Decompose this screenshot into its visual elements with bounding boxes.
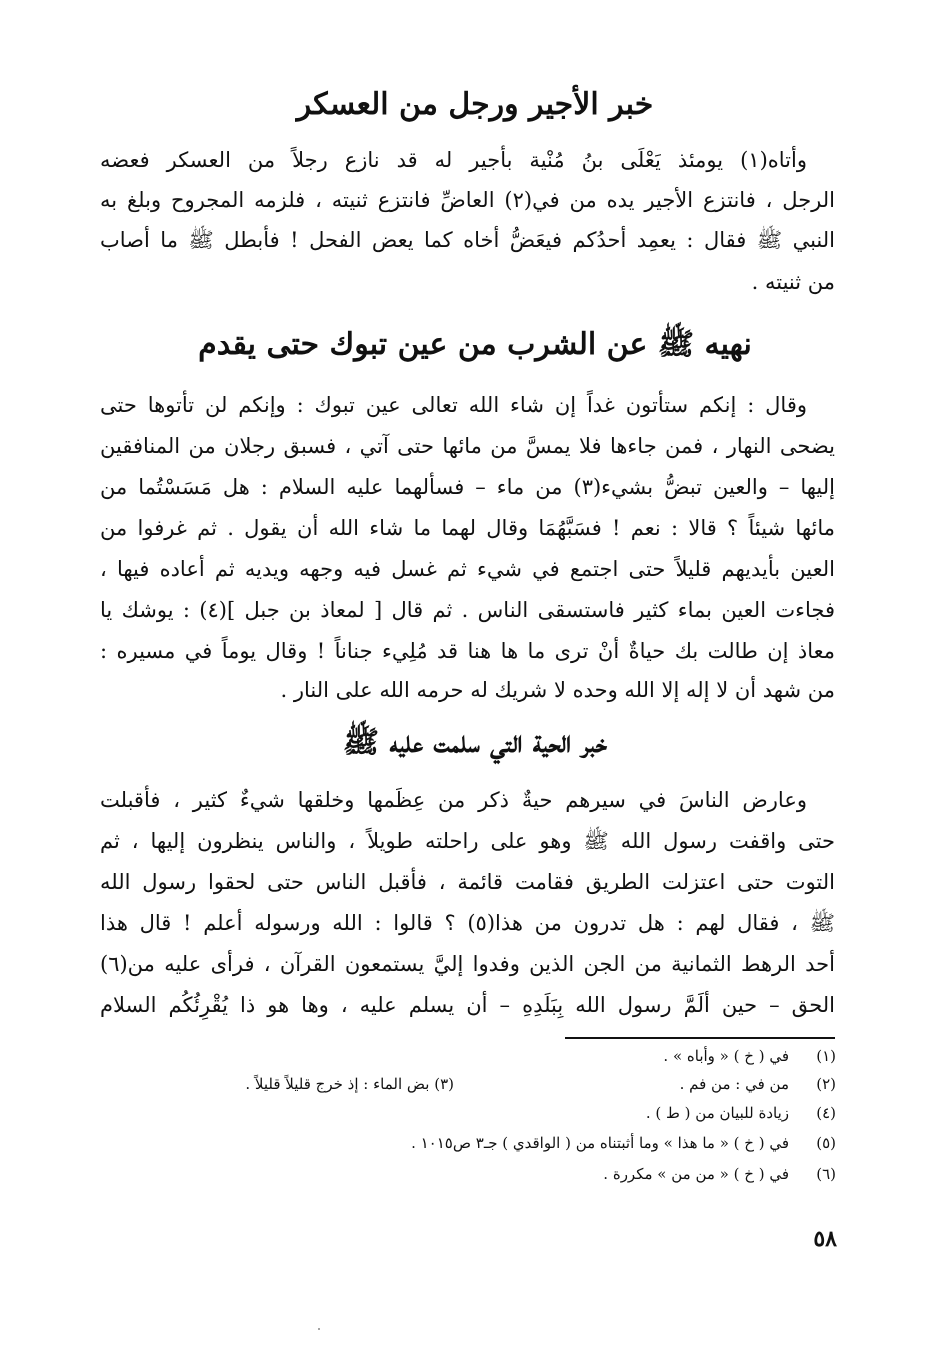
text-line: مائها شيئاً ؟ قالا : نعم ! فسَبَّهُمَا وقال لهما ما شاء الله أن يقول . ثم غرفوا من [100, 516, 835, 540]
footnote-text: في ( خ ) « وأباه » . [663, 1047, 789, 1065]
footnote-number: (١) [816, 1047, 836, 1065]
text-line: من شهد أن لا إله إلا الله وحده لا شريك له حرمه الله على النار . [280, 678, 835, 702]
footnote [0, 1129, 949, 1157]
section-heading: خبر الأجير ورجل من العسكر [296, 87, 654, 122]
footnote-number: (٦) [816, 1165, 836, 1183]
text-line: ﷺ ، فقال لهم : هل تدرون من هذا(٥) ؟ قالوا : الله ورسوله أعلم ! قال هذا [100, 911, 835, 935]
footnote-text: بض الماء : إذ خرج قليلاً قليلاً . [245, 1075, 430, 1093]
text-line: معاذ إن طالت بك حياةٌ أنْ ترى ما ها هنا قد مُلِيء جناناً ! وقال يوماً في مسيره : [100, 639, 835, 663]
footnote [0, 1042, 949, 1070]
footnote-number: (٥) [816, 1134, 836, 1152]
text-line: العين بأيديهم قليلاً حتى اجتمع في شيء ثم غسل فيه وجهه ويديه ثم أعاده فيها ، [100, 557, 835, 581]
text-line: فجاءت العين بماء كثير فاستسقى الناس . ثم قال [ لمعاذ بن جبل ](٤) : يوشك يا [100, 598, 835, 622]
text-line: من ثنيته . [751, 270, 835, 294]
text-line: يضحى النهار ، فمن جاءها فلا يمسَّ من مائها حتى آتي ، فسبق رجلان من المنافقين [100, 434, 835, 458]
footnote [0, 1070, 949, 1098]
text-line: الرجل ، فانتزع الأجير يده من في(٢) العاضِّ فانتزع ثنيته ، فلزمه المجروح وبلغ به [100, 188, 835, 212]
text-line: وعارض الناسَ في سيرهم حيةٌ ذكر من عِظَمها وخلقها شيءٌ كثير ، فأقبلت [100, 788, 807, 812]
text-line: حتى واقفت رسول الله ﷺ وهو على راحلته طويلاً ، والناس ينظرون إليها ، ثم [100, 829, 835, 853]
footnote-text: زيادة للبيان من ( ط ) . [645, 1104, 789, 1122]
section-heading: خبر الحية التي سلمت عليه ﷺ [342, 725, 608, 760]
text-line: الحق – حين ألَمَّ رسول الله بِبَلَدِهِ – أن يسلم عليه ، وها هو ذا يُقْرِئُكُم السلام [100, 993, 835, 1017]
footnote-separator [565, 1037, 835, 1039]
page-number: ٥٨ [813, 1226, 837, 1252]
text-line: النبي ﷺ فقال : يعمِد أحدُكم فيعَضُّ أخاه كما يعض الفحل ! فأبطل ﷺ ما أصاب [100, 228, 835, 252]
footnote [0, 1160, 949, 1188]
footnote-number: (٤) [816, 1104, 836, 1122]
text-line: التوت حتى اعتزلت الطريق فقامت قائمة ، فأقبل الناس حتى لحقوا رسول الله [100, 870, 835, 894]
footnote-text: في ( خ ) « من من » مكررة . [603, 1165, 789, 1183]
footnote-text: من في : من فم . [679, 1075, 789, 1093]
footnote [0, 1099, 949, 1127]
text-line: إليها – والعين تبضُّ بشيء(٣) من ماء – فسألهما عليه السلام : هل مَسَسْتُما من [100, 475, 835, 499]
paper-speck [318, 1328, 320, 1330]
text-line: وأتاه(١) يومئذ يَعْلَى بنُ مُنْية بأجير له قد نازع رجلاً من العسكر فعضه [100, 148, 807, 172]
text-line: أحد الرهط الثمانية من الجن الذين وفدوا إليَّ يستمعون القرآن ، فرأى عليه من(٦) [100, 952, 835, 976]
footnote-side [245, 1070, 454, 1098]
footnote-number: (٢) [816, 1075, 836, 1093]
footnote-text: في ( خ ) « ما هذا » وما أثبتناه من ( الواقدي ) جـ٣ ص١٠١٥ . [411, 1134, 789, 1152]
section-heading: نهيه ﷺ عن الشرب من عين تبوك حتى يقدم [198, 327, 752, 362]
text-line: وقال : إنكم ستأتون غداً إن شاء الله تعالى عين تبوك : وإنكم لن تأتوها حتى [100, 393, 807, 417]
footnote-number: (٣) [434, 1075, 454, 1093]
